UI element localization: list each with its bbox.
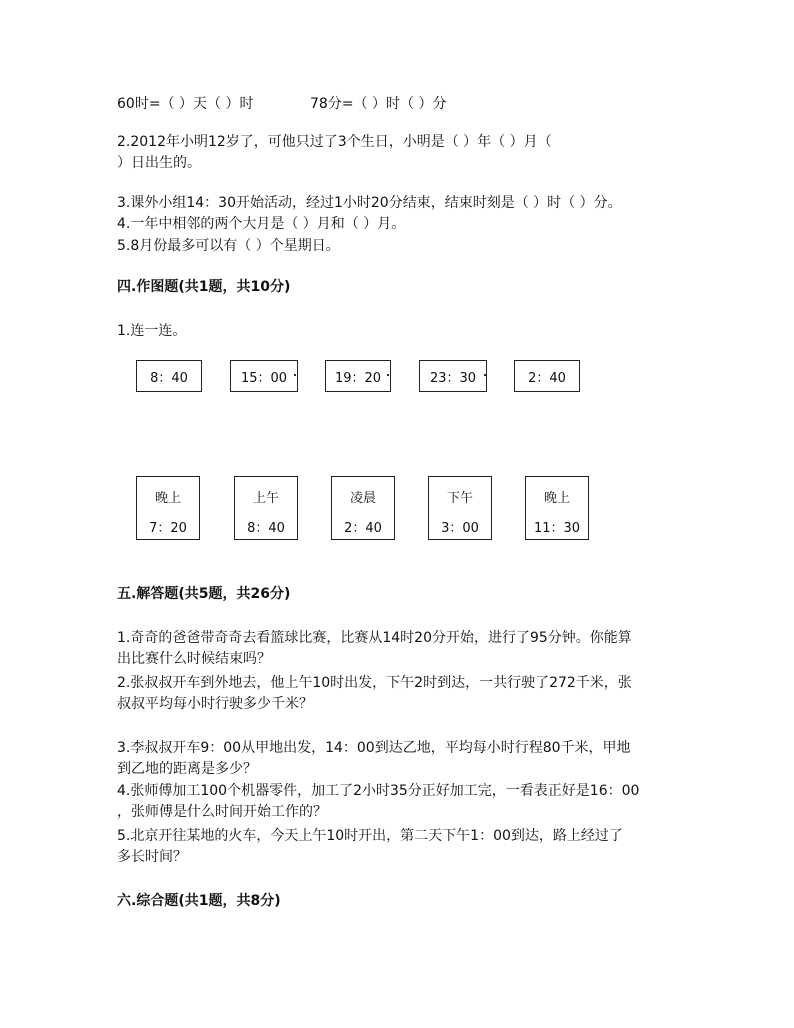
top-time-label: 15：00 [240, 370, 288, 386]
connection-dot [294, 374, 296, 376]
bottom-time-box[interactable] [331, 476, 395, 540]
bottom-time-box[interactable] [136, 476, 200, 540]
time-label: 7：20 [149, 521, 187, 536]
section4-question: 1.连一连。 [117, 323, 187, 339]
fill-q1-b: 78分=（ ）时（ ）分 [310, 96, 447, 112]
s5-q3-line2: 到乙地的距离是多少？ [117, 761, 257, 777]
bottom-time-box[interactable] [428, 476, 492, 540]
section5-heading: 五.解答题(共5题，共26分) [117, 586, 291, 602]
s5-q4-line2: ，张师傅是什么时间开始工作的？ [117, 804, 327, 820]
connection-dot [387, 374, 389, 376]
fill-q5: 5.8月份最多可以有（ ）个星期日。 [117, 238, 340, 254]
fill-q1-a: 60时=（ ）天（ ）时 [117, 96, 254, 112]
period-label: 上午 [252, 491, 279, 506]
s5-q3-line1: 3.李叔叔开车9：00从甲地出发，14：00到达乙地，平均每小时行程80千米，甲地 [117, 740, 631, 756]
fill-q2-line1: 2.2012年小明12岁了，可他只过了3个生日，小明是（ ）年（ ）月（ [117, 134, 552, 150]
s5-q2-line1: 2.张叔叔开车到外地去，他上午10时出发，下午2时到达，一共行驶了272千米，张 [117, 675, 632, 691]
connection-dot [484, 374, 486, 376]
fill-q2-line2: ）日出生的。 [117, 155, 201, 171]
top-time-label: 2：40 [528, 370, 566, 386]
top-time-box[interactable] [230, 360, 298, 392]
s5-q1-line2: 出比赛什么时候结束吗？ [117, 651, 271, 667]
top-time-box[interactable] [419, 360, 487, 392]
top-time-box[interactable] [325, 360, 391, 392]
top-time-label: 8：40 [150, 370, 188, 386]
period-label: 晚上 [543, 491, 570, 506]
bottom-time-box[interactable] [234, 476, 298, 540]
period-label: 凌晨 [349, 491, 376, 506]
top-time-box[interactable] [514, 360, 580, 392]
period-label: 下午 [446, 491, 473, 506]
s5-q4-line1: 4.张师傅加工100个机器零件，加工了2小时35分正好加工完，一看表正好是16：00 [117, 783, 640, 799]
s5-q5-line1: 5.北京开往某地的火车，今天上午10时开出，第二天下午1：00到达，路上经过了 [117, 828, 623, 844]
section4-heading: 四.作图题(共1题，共10分) [117, 279, 291, 295]
s5-q2-line2: 叔叔平均每小时行驶多少千米？ [117, 696, 313, 712]
fill-q4: 4.一年中相邻的两个大月是（ ）月和（ ）月。 [117, 216, 406, 232]
time-label: 11：30 [533, 521, 581, 536]
bottom-time-box[interactable] [525, 476, 589, 540]
time-label: 2：40 [344, 521, 382, 536]
time-label: 3：00 [441, 521, 479, 536]
s5-q1-line1: 1.奇奇的爸爸带奇奇去看篮球比赛，比赛从14时20分开始，进行了95分钟。你能算 [117, 630, 632, 646]
section6-heading: 六.综合题(共1题，共8分) [117, 893, 281, 909]
top-time-box[interactable] [136, 360, 202, 392]
top-time-label: 23：30 [429, 370, 477, 386]
time-label: 8：40 [247, 521, 285, 536]
fill-q3: 3.课外小组14：30开始活动，经过1小时20分结束，结束时刻是（ ）时（ ）分。 [117, 195, 622, 211]
period-label: 晚上 [154, 491, 181, 506]
top-time-label: 19：20 [334, 370, 382, 386]
s5-q5-line2: 多长时间？ [117, 849, 187, 865]
